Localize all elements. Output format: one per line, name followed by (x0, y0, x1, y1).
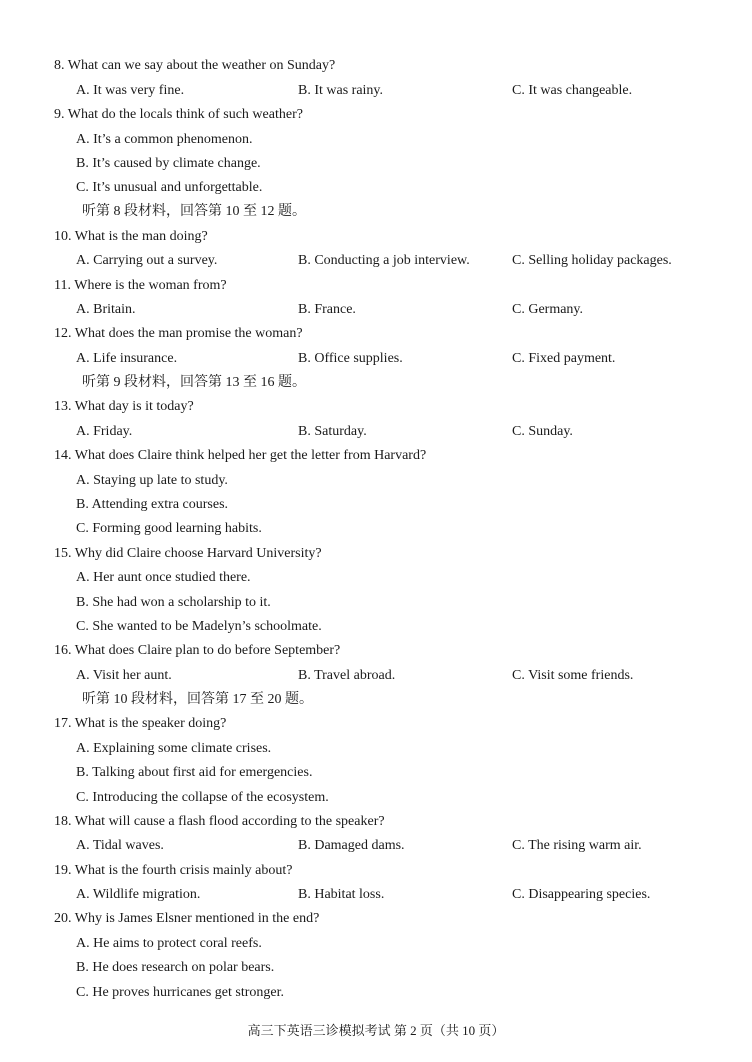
section-instruction-10: 听第 10 段材料，回答第 17 至 20 题。 (82, 692, 313, 707)
option-13-b: B. Saturday. (298, 424, 367, 439)
option-18-a: A. Tidal waves. (76, 838, 164, 853)
option-18-b: B. Damaged dams. (298, 838, 405, 853)
option-15-c: C. She wanted to be Madelyn’s schoolmate. (76, 619, 322, 634)
question-19: 19. What is the fourth crisis mainly about? (54, 863, 293, 878)
option-19-b: B. Habitat loss. (298, 887, 385, 902)
option-12-b: B. Office supplies. (298, 351, 403, 366)
option-20-c: C. He proves hurricanes get stronger. (76, 985, 284, 1000)
option-13-c: C. Sunday. (512, 424, 573, 439)
option-12-a: A. Life insurance. (76, 351, 178, 366)
option-8-c: C. It was changeable. (512, 83, 633, 98)
option-19-a: A. Wildlife migration. (76, 887, 201, 902)
question-15: 15. Why did Claire choose Harvard University? (54, 546, 322, 561)
option-10-c: C. Selling holiday packages. (512, 253, 672, 268)
option-9-a: A. It’s a common phenomenon. (76, 132, 253, 147)
option-20-a: A. He aims to protect coral reefs. (76, 936, 262, 951)
option-15-a: A. Her aunt once studied there. (76, 570, 251, 585)
page-footer: 高三下英语三诊模拟考试 第 2 页（共 10 页） (247, 1023, 505, 1038)
question-16: 16. What does Claire plan to do before September? (54, 643, 341, 658)
option-11-b: B. France. (298, 302, 356, 317)
option-13-a: A. Friday. (76, 424, 133, 439)
question-11: 11. Where is the woman from? (54, 278, 227, 293)
option-18-c: C. The rising warm air. (512, 838, 642, 853)
option-8-b: B. It was rainy. (298, 83, 384, 98)
question-14: 14. What does Claire think helped her get the letter from Harvard? (54, 448, 427, 463)
question-13: 13. What day is it today? (54, 399, 194, 414)
question-8: 8. What can we say about the weather on Sunday? (54, 58, 336, 73)
section-instruction-8: 听第 8 段材料，回答第 10 至 12 题。 (82, 204, 306, 219)
option-14-a: A. Staying up late to study. (76, 473, 228, 488)
question-12: 12. What does the man promise the woman? (54, 326, 303, 341)
option-19-c: C. Disappearing species. (512, 887, 651, 902)
option-12-c: C. Fixed payment. (512, 351, 616, 366)
option-11-c: C. Germany. (512, 302, 584, 317)
option-10-b: B. Conducting a job interview. (298, 253, 470, 268)
section-instruction-9: 听第 9 段材料，回答第 13 至 16 题。 (82, 375, 306, 390)
question-18: 18. What will cause a flash flood according to the speaker? (54, 814, 385, 829)
option-17-c: C. Introducing the collapse of the ecosystem. (76, 790, 329, 805)
option-8-a: A. It was very fine. (76, 83, 185, 98)
question-20: 20. Why is James Elsner mentioned in the end? (54, 911, 320, 926)
option-10-a: A. Carrying out a survey. (76, 253, 218, 268)
option-9-c: C. It’s unusual and unforgettable. (76, 180, 263, 195)
question-17: 17. What is the speaker doing? (54, 716, 227, 731)
option-17-b: B. Talking about first aid for emergencies. (76, 765, 313, 780)
option-11-a: A. Britain. (76, 302, 136, 317)
option-17-a: A. Explaining some climate crises. (76, 741, 272, 756)
option-16-a: A. Visit her aunt. (76, 668, 172, 683)
question-10: 10. What is the man doing? (54, 229, 208, 244)
option-14-c: C. Forming good learning habits. (76, 521, 262, 536)
option-16-b: B. Travel abroad. (298, 668, 396, 683)
option-9-b: B. It’s caused by climate change. (76, 156, 261, 171)
option-14-b: B. Attending extra courses. (76, 497, 229, 512)
question-9: 9. What do the locals think of such weather? (54, 107, 303, 122)
option-16-c: C. Visit some friends. (512, 668, 634, 683)
option-15-b: B. She had won a scholarship to it. (76, 595, 271, 610)
option-20-b: B. He does research on polar bears. (76, 960, 275, 975)
